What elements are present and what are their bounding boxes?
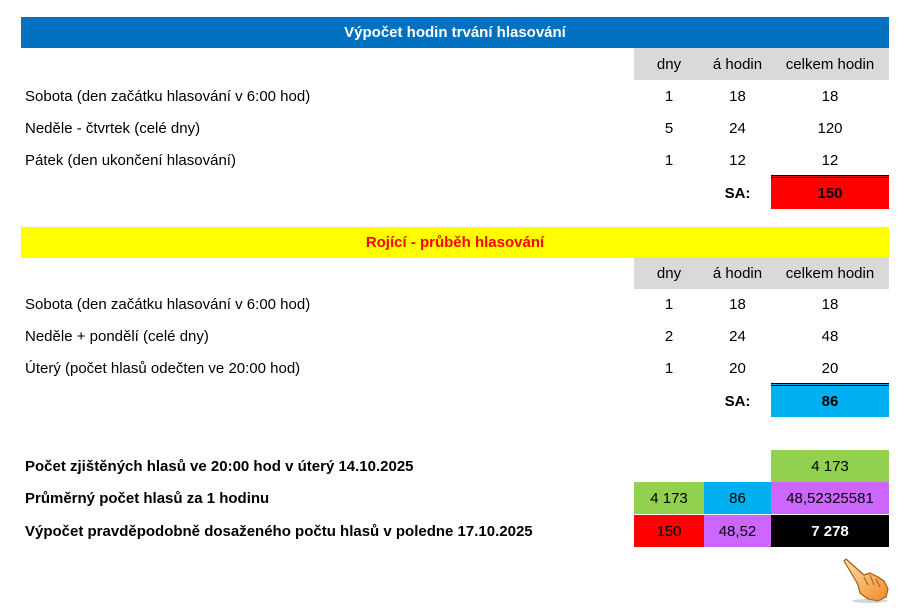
section1-row3-celkem: 12 bbox=[821, 151, 839, 169]
section1-sum-value: 150 bbox=[771, 175, 889, 209]
section2-row3-label: Úterý (počet hlasů odečten ve 20:00 hod) bbox=[25, 359, 301, 377]
summary-row3-result: 7 278 bbox=[771, 515, 889, 547]
section2-row1-celkem: 18 bbox=[821, 295, 839, 313]
summary-row1-value: 4 173 bbox=[771, 450, 889, 482]
section2-sum-value: 86 bbox=[771, 383, 889, 417]
section2-row2-hodin: 24 bbox=[729, 327, 746, 345]
section1-row2-label: Neděle - čtvrtek (celé dny) bbox=[25, 119, 201, 137]
summary-row2-label: Průměrný počet hlasů za 1 hodinu bbox=[25, 489, 270, 507]
section1-header-celkem: celkem hodin bbox=[771, 48, 889, 80]
section2-title: Rojící - průběh hlasování bbox=[365, 234, 545, 251]
section2-row3-hodin: 20 bbox=[729, 359, 746, 377]
section1-row2-hodin: 24 bbox=[729, 119, 746, 137]
section2-title-banner bbox=[21, 227, 889, 258]
section1-sum-label: SA: bbox=[724, 184, 751, 202]
summary-row1-label: Počet zjištěných hlasů ve 20:00 hod v úterý 14.10.2025 bbox=[25, 457, 414, 475]
section2-row2-celkem: 48 bbox=[821, 327, 839, 345]
summary-row3-average: 48,52 bbox=[704, 515, 771, 547]
section1-title-banner bbox=[21, 17, 889, 48]
section2-row3-celkem: 20 bbox=[821, 359, 839, 377]
section1-header-dny: dny bbox=[634, 48, 704, 80]
section2-row1-label: Sobota (den začátku hlasování v 6:00 hod) bbox=[25, 295, 311, 313]
section2-header-hodin: á hodin bbox=[704, 257, 771, 289]
section2-row1-dny: 1 bbox=[664, 295, 674, 313]
section2-header-celkem: celkem hodin bbox=[771, 257, 889, 289]
section2-row1-hodin: 18 bbox=[729, 295, 746, 313]
section1-row2-celkem: 120 bbox=[817, 119, 843, 137]
summary-row2-votes: 4 173 bbox=[634, 482, 704, 514]
section1-row2-dny: 5 bbox=[664, 119, 674, 137]
summary-row3-label: Výpočet pravděpodobně dosaženého počtu hlasů v poledne 17.10.2025 bbox=[25, 522, 533, 540]
summary-row3-hours: 150 bbox=[634, 515, 704, 547]
section1-row1-hodin: 18 bbox=[729, 87, 746, 105]
section2-row2-label: Neděle + pondělí (celé dny) bbox=[25, 327, 209, 345]
section1-row1-label: Sobota (den začátku hlasování v 6:00 hod) bbox=[25, 87, 311, 105]
section1-title: Výpočet hodin trvání hlasování bbox=[344, 24, 566, 41]
summary-row2-average: 48,52325581 bbox=[771, 482, 889, 514]
section2-row3-dny: 1 bbox=[664, 359, 674, 377]
section1-row1-dny: 1 bbox=[664, 87, 674, 105]
section2-header-dny: dny bbox=[634, 257, 704, 289]
section2-row2-dny: 2 bbox=[664, 327, 674, 345]
section1-row3-dny: 1 bbox=[664, 151, 674, 169]
section1-row3-hodin: 12 bbox=[729, 151, 746, 169]
section2-sum-label: SA: bbox=[724, 392, 751, 410]
summary-row2-hours: 86 bbox=[704, 482, 771, 514]
section1-header-hodin: á hodin bbox=[704, 48, 771, 80]
pointing-hand-icon bbox=[840, 555, 892, 603]
section1-row3-label: Pátek (den ukončení hlasování) bbox=[25, 151, 236, 169]
section1-row1-celkem: 18 bbox=[821, 87, 839, 105]
